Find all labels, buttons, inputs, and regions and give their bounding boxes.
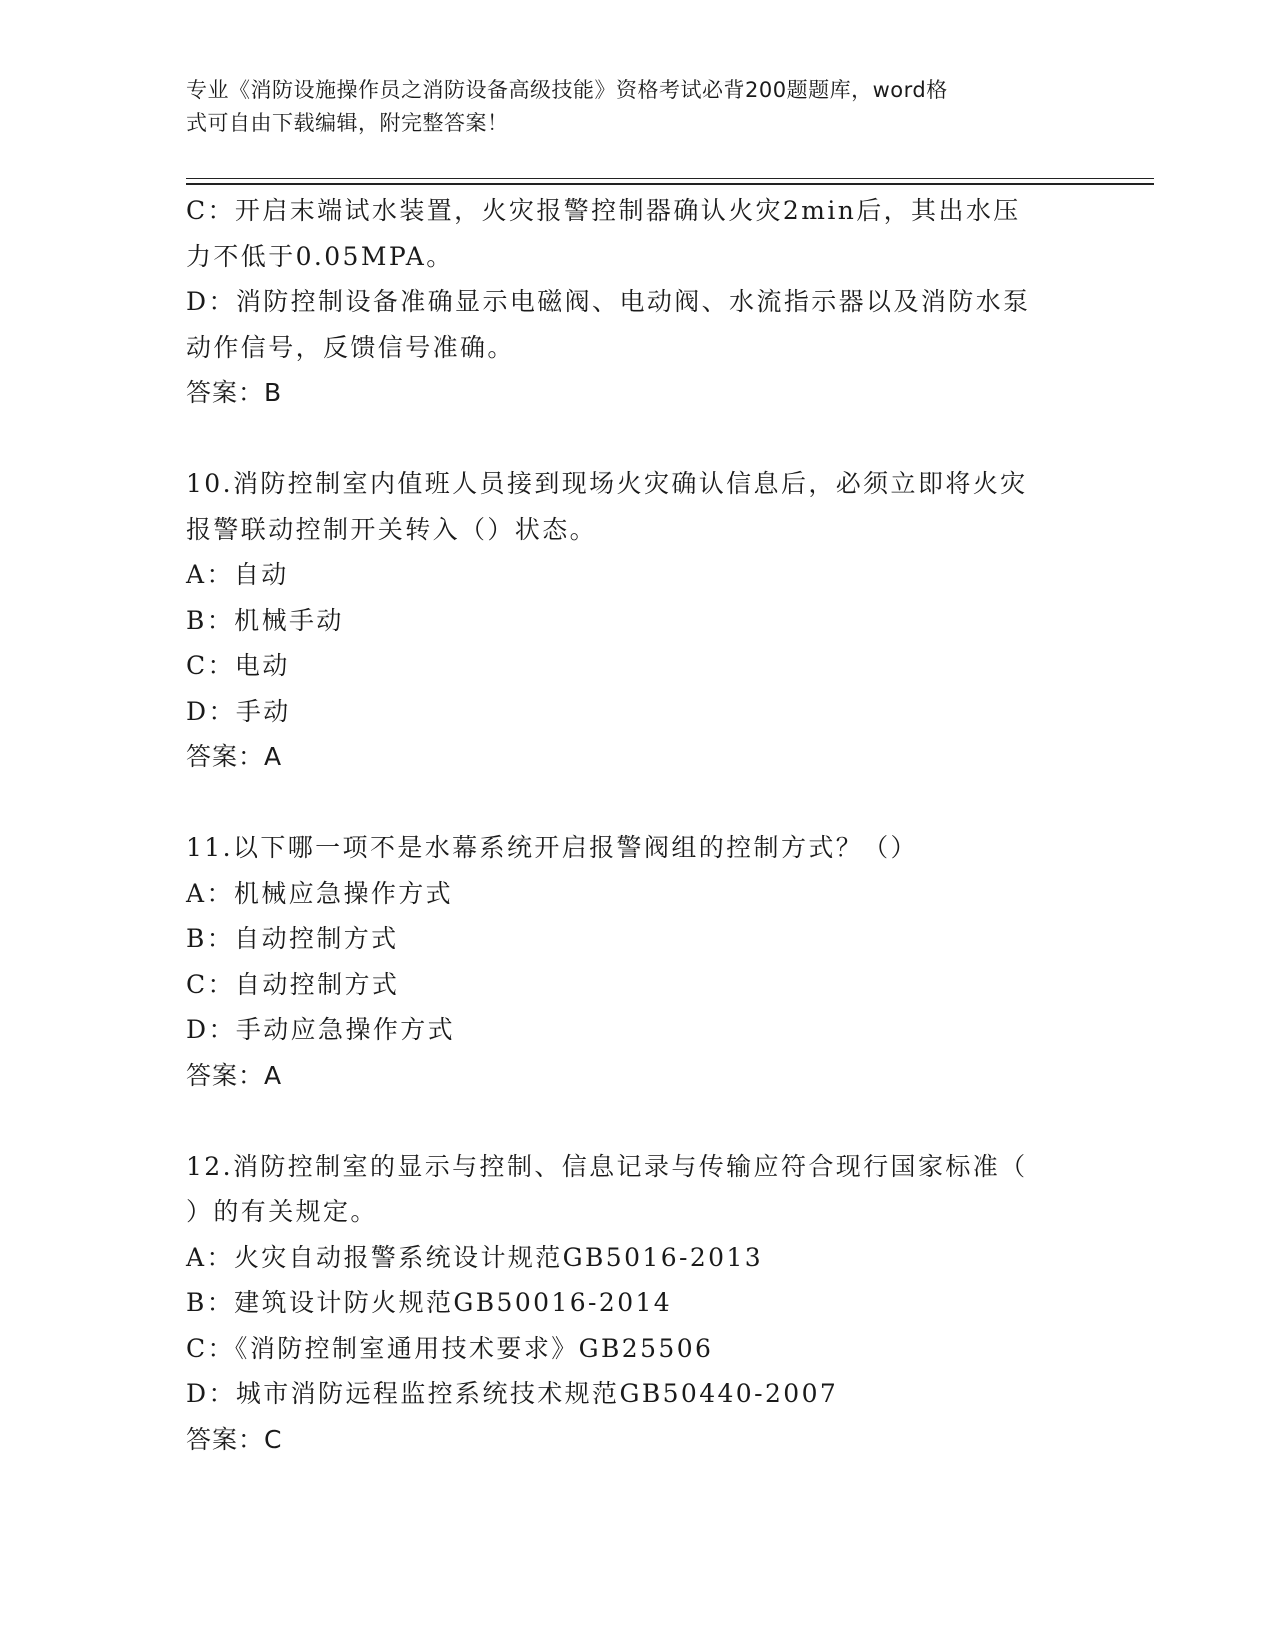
question-stem-line-1: 12.消防控制室的显示与控制、信息记录与传输应符合现行国家标准（ [186, 1151, 1028, 1181]
question-stem: 11.以下哪一项不是水幕系统开启报警阀组的控制方式？（） [186, 833, 918, 862]
spacer [186, 416, 1086, 462]
question-11 [186, 825, 1086, 1098]
answer-label: 答案：C [186, 1424, 283, 1454]
spacer [186, 1098, 1086, 1144]
option-d-line-1: D：消防控制设备准确显示电磁阀、电动阀、水流指示器以及消防水泵 [186, 287, 1031, 316]
option-a: A：机械应急操作方式 [186, 878, 454, 908]
option-c: C：电动 [186, 651, 290, 680]
question-stem-line-1: 10.消防控制室内值班人员接到现场火灾确认信息后，必须立即将火灾 [186, 469, 1028, 498]
header-divider-thick [186, 183, 1154, 185]
option-c-line-1: C：开启末端试水装置，火灾报警控制器确认火灾2min后，其出水压 [186, 196, 1021, 225]
question-stem-line-2: ）的有关规定。 [186, 1197, 378, 1226]
document-header [186, 74, 1066, 140]
question-12 [186, 1144, 1086, 1463]
header-divider-thin [186, 178, 1154, 179]
option-c: C：《消防控制室通用技术要求》GB25506 [186, 1333, 714, 1363]
option-c: C：自动控制方式 [186, 969, 400, 999]
question-9-tail [186, 188, 1086, 416]
option-d: D：手动 [186, 696, 291, 726]
question-stem-line-2: 报警联动控制开关转入（）状态。 [186, 514, 598, 544]
option-b: B：自动控制方式 [186, 924, 399, 953]
option-a: A：自动 [186, 560, 289, 589]
option-d-line-2: 动作信号，反馈信号准确。 [186, 332, 515, 362]
option-b: B：建筑设计防火规范GB50016-2014 [186, 1288, 673, 1317]
question-10 [186, 461, 1086, 780]
option-d: D：手动应急操作方式 [186, 1015, 456, 1044]
spacer [186, 780, 1086, 826]
answer-label: 答案：A [186, 1060, 283, 1090]
question-list [186, 188, 1086, 1462]
option-d: D：城市消防远程监控系统技术规范GB50440-2007 [186, 1379, 839, 1408]
header-title-line-1: 专业《消防设施操作员之消防设备高级技能》资格考试必背200题题库，word格 [186, 78, 948, 102]
header-title-line-2: 式可自由下载编辑，附完整答案！ [186, 111, 509, 135]
option-c-line-2: 力不低于0.05MPA。 [186, 241, 454, 271]
answer-label: 答案：B [186, 378, 283, 407]
answer-label: 答案：A [186, 742, 283, 771]
option-a: A：火灾自动报警系统设计规范GB5016-2013 [186, 1242, 764, 1272]
option-b: B：机械手动 [186, 605, 344, 635]
